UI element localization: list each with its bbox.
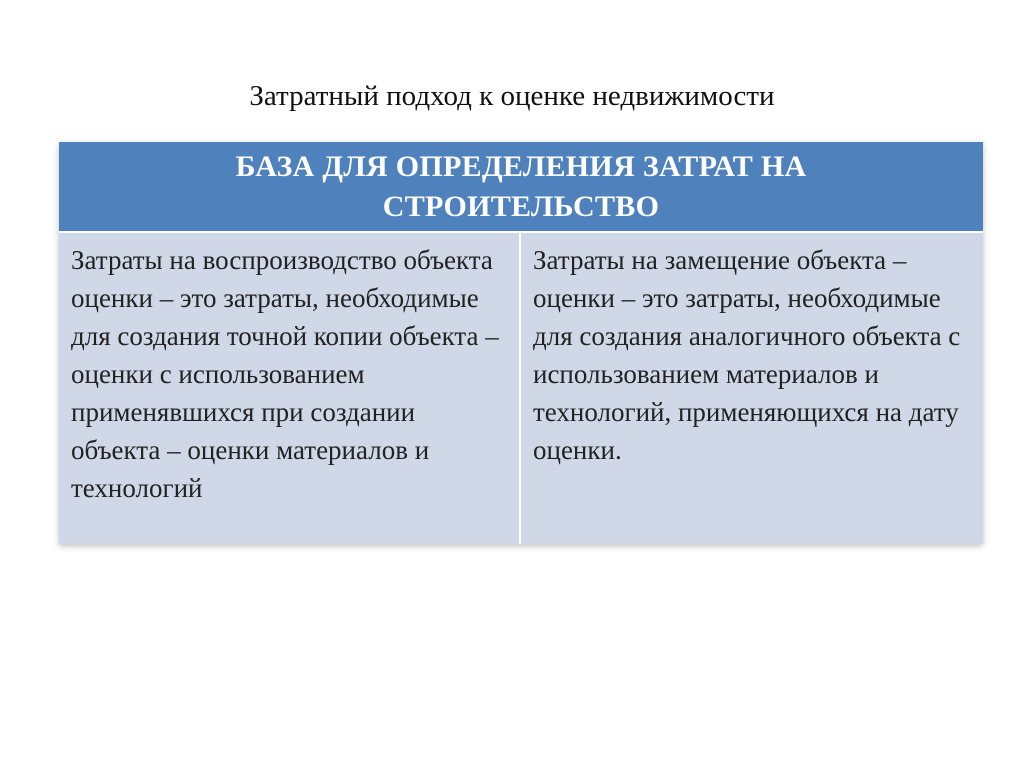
replacement-cost-cell: Затраты на замещение объекта – оценки – это затраты, необходимые для создания аналогичного объекта с использованием материалов и технологий, применяющихся на дату оценки.	[521, 233, 983, 544]
reproduction-cost-cell: Затраты на воспроизводство объекта оценки – это затраты, необходимые для создания точной копии объекта – оценки с использованием применявшихся при создании объекта – оценки материалов и технологий	[59, 233, 519, 544]
table-header-text: БАЗА ДЛЯ ОПРЕДЕЛЕНИЯ ЗАТРАТ НА СТРОИТЕЛЬСТВО	[235, 149, 807, 223]
slide-title: Затратный подход к оценке недвижимости	[249, 80, 775, 112]
comparison-table	[59, 142, 983, 544]
table-row	[59, 233, 983, 544]
table-header	[59, 142, 983, 231]
